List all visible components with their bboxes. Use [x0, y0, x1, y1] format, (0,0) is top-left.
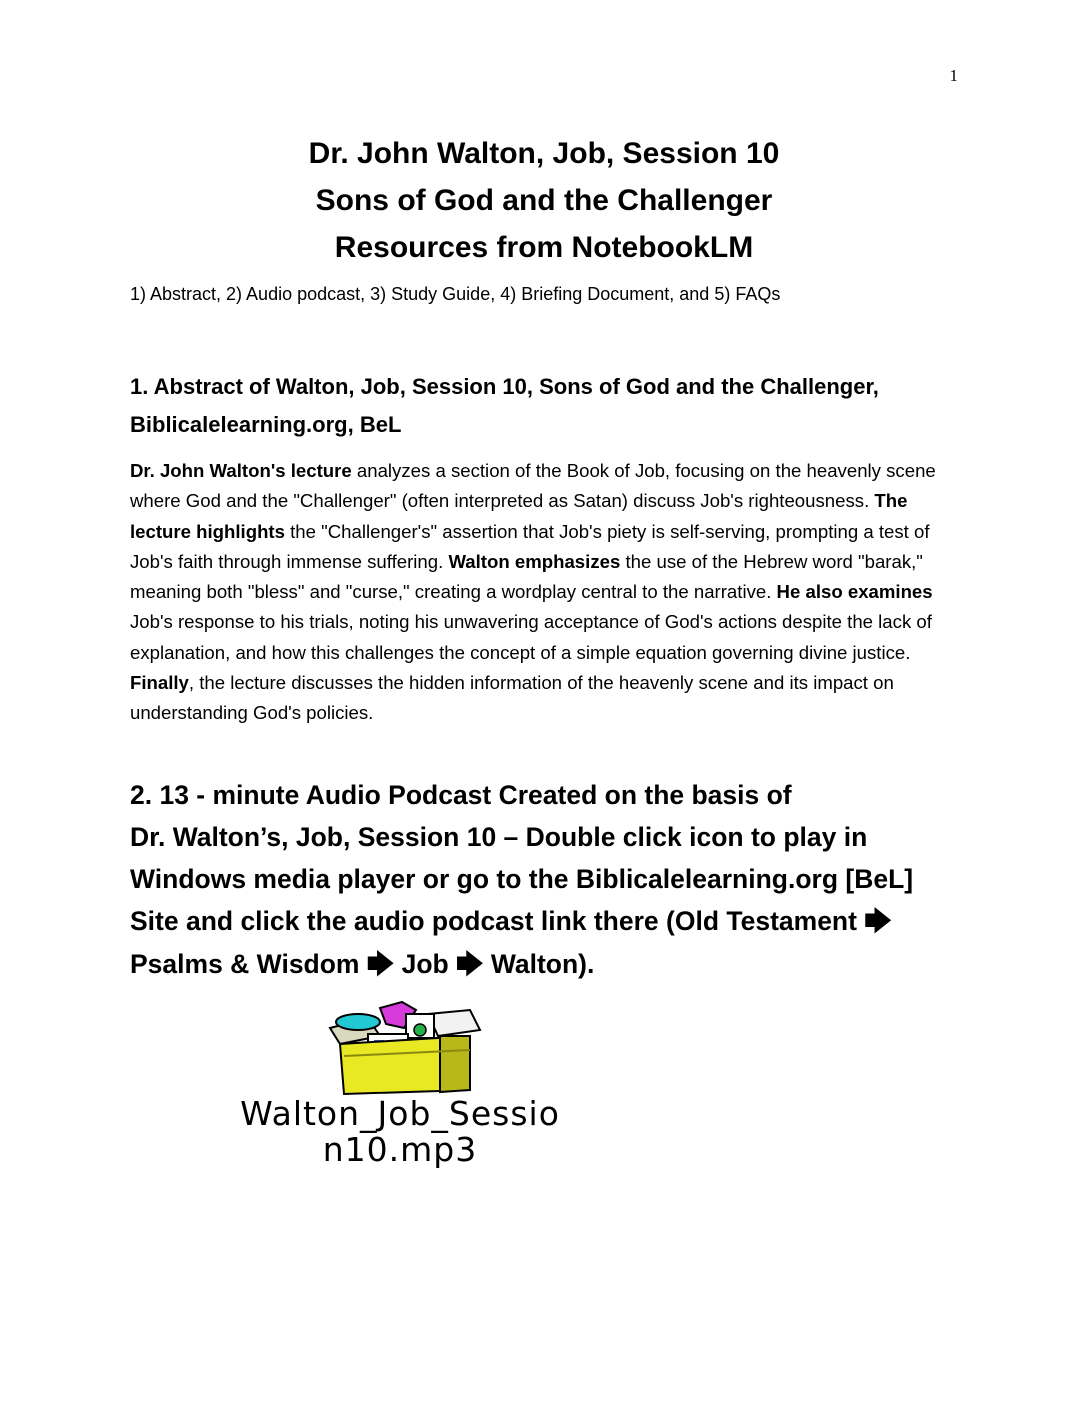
abstract-text-4: Job's response to his trials, noting his unwavering acceptance of God's actions despite the lack of explanation, and how this challenges the concept of a simple equation governing divine justice. — [130, 611, 932, 663]
section-2-line-5-c: Walton). — [483, 949, 595, 979]
section-1-heading: 1. Abstract of Walton, Job, Session 10, Sons of God and the Challenger, Biblicalelearning.org, BeL — [130, 374, 879, 437]
title-line-1: Dr. John Walton, Job, Session 10 — [308, 137, 780, 170]
abstract-bold-5: Finally — [130, 672, 189, 694]
section-2-line-5-a: Psalms & Wisdom — [130, 949, 367, 979]
abstract-bold-2: The lecture highlights — [130, 490, 908, 542]
section-2-heading — [130, 774, 970, 986]
contents-line: 1) Abstract, 2) Audio podcast, 3) Study Guide, 4) Briefing Document, and 5) FAQs — [130, 284, 781, 304]
podcast-filename-line-2: n10.mp3 — [322, 1130, 478, 1169]
section-2-line-3: Windows media player or go to the Biblicalelearning.org [BeL] — [130, 864, 914, 894]
abstract-text-3: the use of the Hebrew word "barak," meaning both "bless" and "curse," creating a wordplay central to the narrative. — [130, 550, 923, 603]
title-line-2: Sons of God and the Challenger — [315, 184, 773, 217]
media-package-icon[interactable] — [320, 1000, 486, 1096]
abstract-text-2: the "Challenger's" assertion that Job's piety is self-serving, prompting a test of Job's faith through immense suffering. — [130, 520, 930, 572]
title-line-3: Resources from NotebookLM — [334, 231, 754, 264]
arrow-icon: 🡆 — [366, 949, 395, 980]
section-2-line-4 — [130, 900, 970, 943]
section-2-line-4-text: Site and click the audio podcast link there (Old Testament — [130, 906, 865, 936]
podcast-filename-line-1: Walton_Job_Sessio — [240, 1094, 560, 1133]
podcast-file-link[interactable] — [130, 1096, 670, 1168]
section-2-line-1: 2. 13 - minute Audio Podcast Created on the basis of — [130, 780, 792, 810]
section-2-line-5 — [130, 943, 970, 986]
page-number: 1 — [949, 66, 958, 85]
abstract-bold-3: Walton emphasizes — [448, 550, 621, 572]
arrow-icon: 🡆 — [456, 949, 484, 980]
document-title — [0, 130, 1088, 271]
abstract-paragraph — [130, 456, 970, 729]
section-2-line-5-b: Job — [394, 949, 457, 979]
section-2-line-2: Dr. Walton’s, Job, Session 10 – Double click icon to play in — [130, 822, 868, 852]
abstract-text-5: , the lecture discusses the hidden information of the heavenly scene and its impact on understanding God's policies. — [130, 672, 894, 724]
abstract-bold-1: Dr. John Walton's lecture — [130, 460, 352, 481]
abstract-bold-4: He also examines — [776, 581, 933, 603]
abstract-text-1: analyzes a section of the Book of Job, focusing on the heavenly scene where God and the "Challenger" (often interpreted as Satan) discuss Job's righteousness. — [130, 460, 936, 512]
arrow-icon: 🡆 — [864, 906, 892, 937]
